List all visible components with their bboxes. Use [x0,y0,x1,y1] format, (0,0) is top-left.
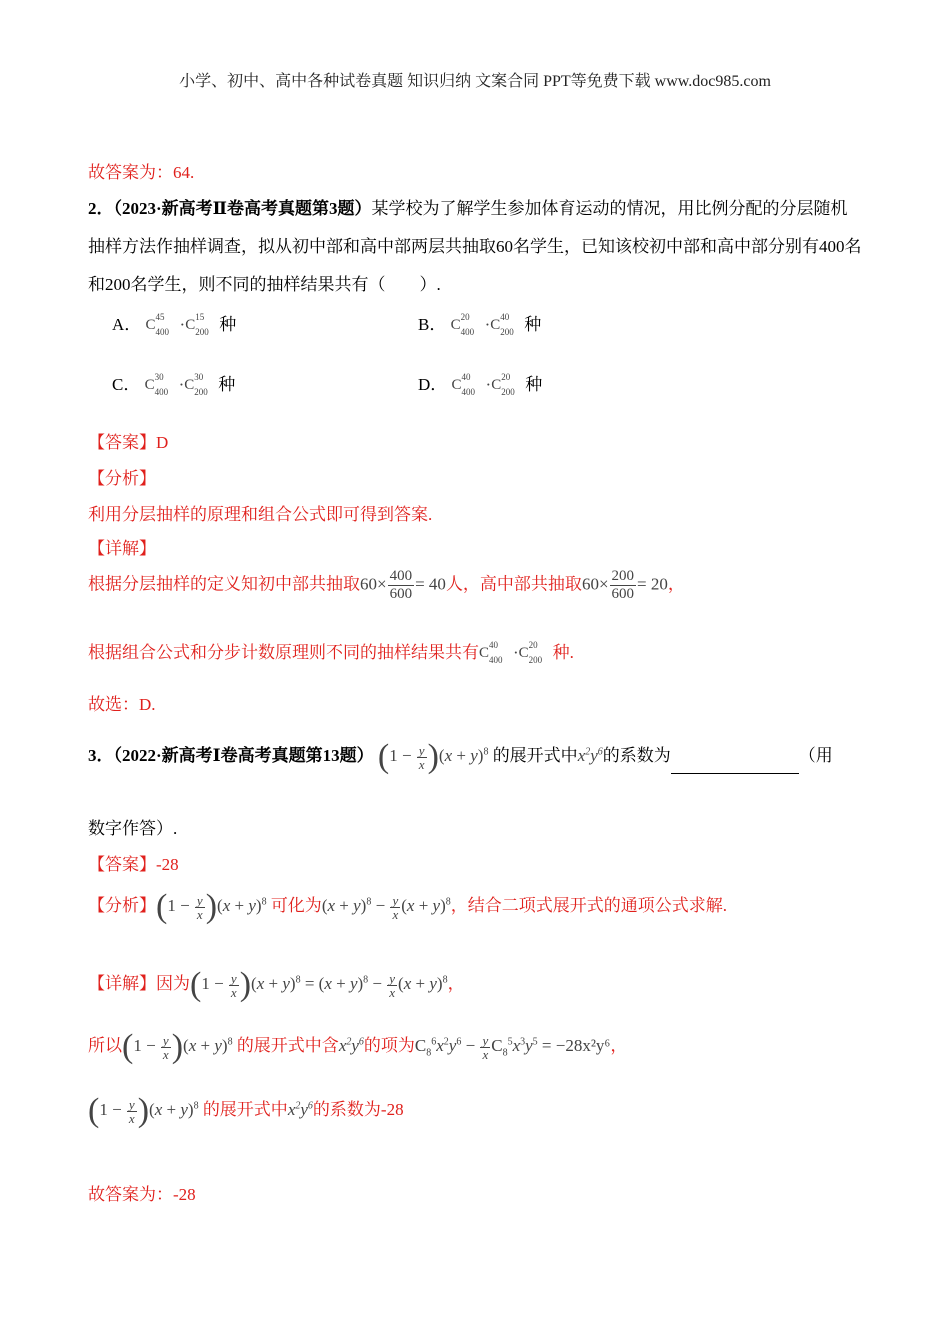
q2-stem-line2: 抽样方法作抽样调查，拟从初中部和高中部两层共抽取60名学生，已知该校初中部和高中部分别有400名 [88,237,862,256]
page-header: 小学、初中、高中各种试卷真题 知识归纳 文案合同 PPT等免费下载 www.doc985.com [179,73,771,90]
comb-symbol: C 30 200 [184,372,208,398]
option-label: B． [418,315,447,334]
option-label: C． [112,375,141,394]
q2-detail-line2: 根据组合公式和分步计数原理则不同的抽样结果共有 C 40 400 · C 20 200 种. [88,640,574,666]
comb-symbol: C 40 400 [479,640,503,666]
fraction: $\frac{200}{600}$ [611,568,635,602]
option-label: D． [418,375,448,394]
q2-source: （2023·新高考Ⅱ卷高考真题第3题） [113,199,372,218]
answer-blank[interactable] [671,757,799,774]
q3-analysis: 【分析】(1 − $\frac{y}{x}$ )$(x + y)^8$ 可化为$(x + y)^8$ − $\frac{y}{x}$ $(x + y)^8$，结合二项式展开式的通项公式求解. [88,888,727,925]
expression: (1 − $\frac{y}{x}$ )$(x + y)^8$ [377,738,489,775]
q2-option-b: B． C 20 400 · C 40 200 种 [418,312,542,338]
q2-result: 故选：D. [88,695,156,714]
comb-symbol: C 30 400 [144,372,169,398]
q2-answer: 【答案】D [88,433,169,452]
prev-answer: 故答案为：64. [88,163,195,182]
q2-number: 2． [88,199,114,218]
q2-stem-line1 [88,194,848,219]
option-label: A． [112,315,142,334]
q3-detail-line2: 所以(1 − $\frac{y}{x}$ )$(x + y)^8$ 的展开式中含$x^2y^6$的项为$C_8^6x^2y^6$ − $\frac{y}{x}$ $C_8^5x^3y^5 = -28x^2y^6$， [88,1028,628,1065]
q2-stem-line3: 和200名学生，则不同的抽样结果共有（ ）. [88,275,441,294]
q2-option-c: C． C 30 400 · C 30 200 种 [112,372,236,398]
comb-symbol: C 45 400 [145,312,170,338]
comb-symbol: C 40 400 [451,372,476,398]
q3-stem-line2: 数字作答）. [88,819,178,838]
q3-answer: 【答案】-28 [88,855,179,874]
q2-detail-label: 【详解】 [88,539,156,558]
q3-result: 故答案为：-28 [88,1185,196,1204]
fraction: $\frac{400}{600}$ [389,568,413,602]
q3-detail-line3: (1 − $\frac{y}{x}$ )$(x + y)^8$ 的展开式中$x^2y^6$的系数为-28 [88,1092,404,1129]
q2-option-a: A． C 45 400 · C 15 200 种 [112,312,237,338]
q2-stem-1: 某学校为了解学生参加体育运动的情况，用比例分配的分层随机 [371,199,848,218]
q2-detail-line1: 根据分层抽样的定义知初中部共抽取60× $\frac{400}{600}$ = 40人，高中部共抽取60× $\frac{200}{600}$ = 20， [88,568,685,602]
q3-source: （2022·新高考Ⅰ卷高考真题第13题） [113,745,374,765]
q2-option-d: D． C 40 400 · C 20 200 种 [418,372,543,398]
comb-symbol: C 20 200 [491,372,515,398]
q2-analysis-label: 【分析】 [88,469,156,488]
comb-symbol: C 20 400 [450,312,475,338]
q3-detail-line1: 【详解】因为(1 − $\frac{y}{x}$ )$(x + y)^8 = (x + y)^8$ − $\frac{y}{x}$ $(x + y)^8$， [88,966,465,1003]
comb-symbol: C 15 200 [185,312,209,338]
q2-analysis: 利用分层抽样的原理和组合公式即可得到答案. [88,505,433,524]
q3-number: 3． [88,745,114,765]
comb-symbol: C 40 200 [490,312,514,338]
q3-stem-line1: 3．（2022·新高考Ⅰ卷高考真题第13题） (1 − $\frac{y}{x}$ )$(x + y)^8$ 的展开式中$x^2y^6$的系数为 （用 [88,738,833,775]
comb-symbol: C 20 200 [518,640,543,666]
